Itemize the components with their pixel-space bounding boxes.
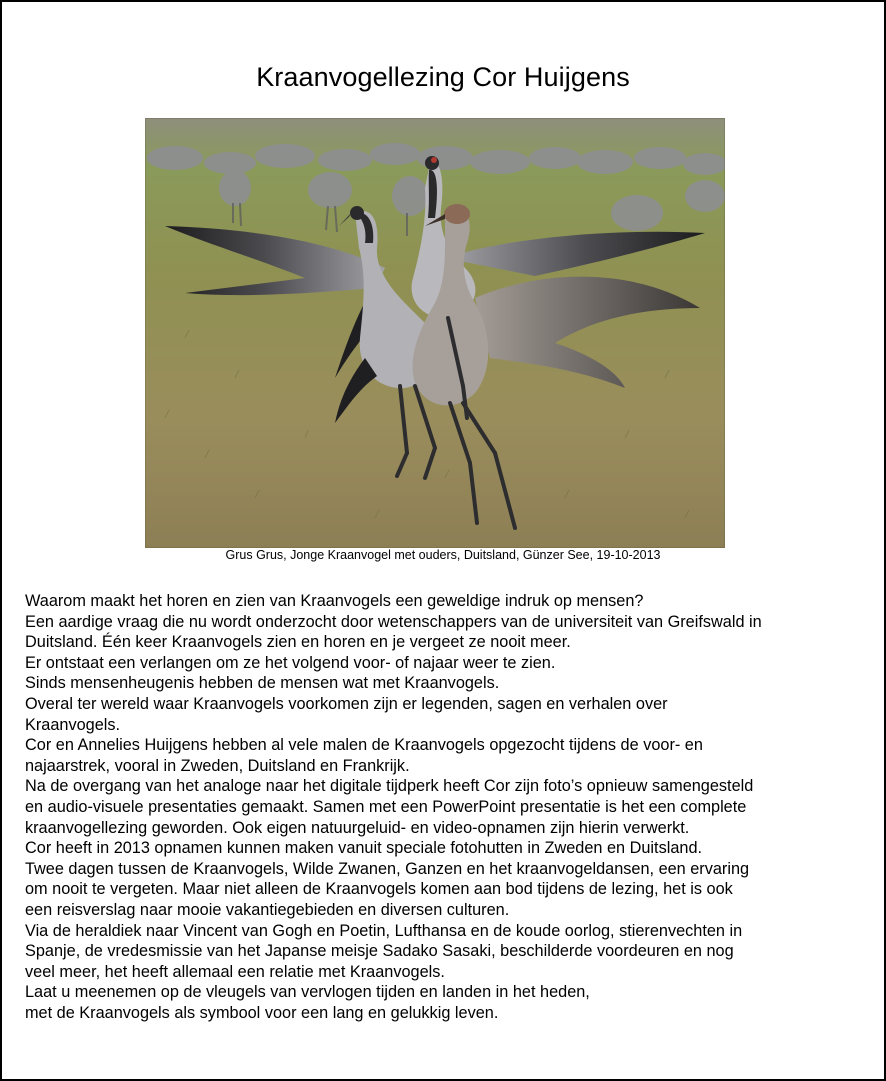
body-line: en audio-visuele presentaties gemaakt. Samen met een PowerPoint presentatie is het een complete (25, 797, 747, 816)
body-line: Een aardige vraag die nu wordt onderzocht door wetenschappers van de universiteit van Greifswald in (25, 612, 762, 631)
body-line: Na de overgang van het analoge naar het digitale tijdperk heeft Cor zijn foto’s opnieuw samengesteld (25, 777, 754, 796)
body-line: een reisverslag naar mooie vakantiegebieden en diversen culturen. (25, 900, 510, 919)
body-line: met de Kraanvogels als symbool voor een lang en gelukkig leven. (25, 1003, 499, 1022)
body-line: om nooit te vergeten. Maar niet alleen de Kraanvogels komen aan bod tijdens de lezing, het is ook (25, 880, 733, 899)
body-line: Spanje, de vredesmissie van het Japanse meisje Sadako Sasaki, beschilderde voordeuren en nog (25, 942, 734, 961)
body-line: Via de heraldiek naar Vincent van Gogh en Poetin, Lufthansa en de koude oorlog, stierenvechten in (25, 921, 743, 940)
body-line: Duitsland. Één keer Kraanvogels zien en horen en je vergeet ze nooit meer. (25, 633, 571, 652)
body-line: kraanvogellezing geworden. Ook eigen natuurgeluid- en video-opnamen zijn hierin verwerkt. (25, 818, 690, 837)
body-line: Kraanvogels. (25, 715, 121, 734)
body-line: Er ontstaat een verlangen om ze het volgend voor- of najaar weer te zien. (25, 653, 556, 672)
body-line: Cor heeft in 2013 opnamen kunnen maken vanuit speciale fotohutten in Zweden en Duitsland. (25, 839, 703, 858)
body-text (25, 591, 875, 1023)
body-line: Laat u meenemen op de vleugels van vervlogen tijden en landen in het heden, (25, 983, 590, 1002)
body-line: najaarstrek, vooral in Zweden, Duitsland en Frankrijk. (25, 756, 410, 775)
cranes-photo (145, 118, 725, 548)
photo-caption: Grus Grus, Jonge Kraanvogel met ouders, Duitsland, Günzer See, 19-10-2013 (225, 548, 661, 562)
cranes-dancing-illustration (145, 118, 725, 548)
body-line: Sinds mensenheugenis hebben de mensen wat met Kraanvogels. (25, 674, 500, 693)
document-title: Kraanvogellezing Cor Huijgens (256, 62, 630, 92)
body-line: Overal ter wereld waar Kraanvogels voorkomen zijn er legenden, sagen en verhalen over (25, 694, 668, 713)
body-line: veel meer, het heeft allemaal een relatie met Kraanvogels. (25, 962, 445, 981)
body-line: Twee dagen tussen de Kraanvogels, Wilde Zwanen, Ganzen en het kraanvogeldansen, een ervaring (25, 859, 750, 878)
body-line: Waarom maakt het horen en zien van Kraanvogels een geweldige indruk op mensen? (25, 592, 644, 610)
body-line: Cor en Annelies Huijgens hebben al vele malen de Kraanvogels opgezocht tijdens de voor- en (25, 736, 703, 755)
